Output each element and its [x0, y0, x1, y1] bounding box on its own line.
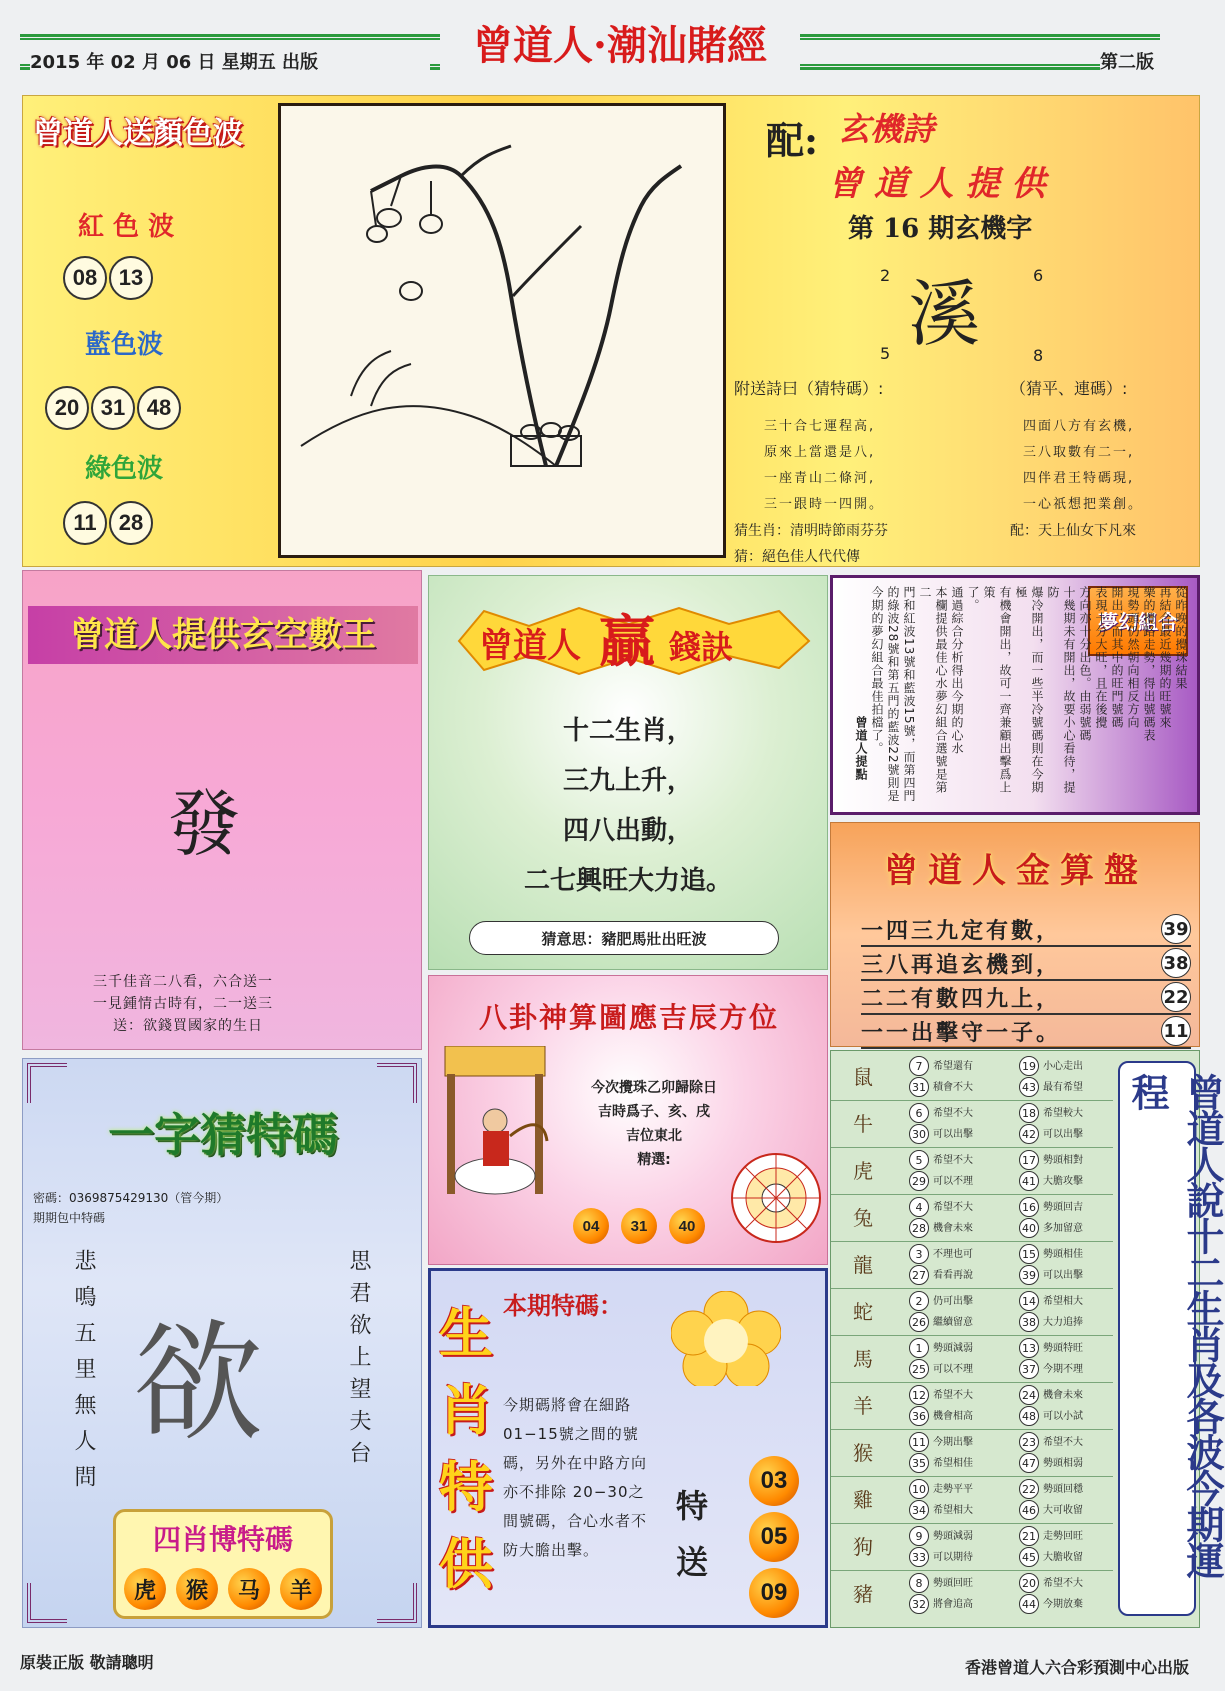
blue-wave-numbers [45, 386, 183, 430]
num-circle: 14 [1019, 1291, 1039, 1311]
num-circle: 45 [1019, 1547, 1039, 1567]
warrior-illustration [435, 1046, 565, 1216]
dream-col: 再結合最近幾期的旺號來 [1158, 586, 1172, 729]
num-circle: 19 [1019, 1056, 1039, 1076]
fortune-text: 仍可出擊 [933, 1296, 973, 1307]
bagua-title: 八卦神算圖應吉辰方位 [478, 1001, 779, 1034]
num-circle: 43 [1019, 1077, 1039, 1097]
side-title-char: 肖 [439, 1378, 493, 1442]
num-circle: 25 [909, 1359, 929, 1379]
win-line: 十二生肖， [562, 716, 693, 746]
num-circle: 44 [1019, 1594, 1039, 1614]
xuankong-title: 曾道人提供玄空數王 [28, 606, 418, 664]
red-wave-label: 紅 色 波 [78, 212, 175, 242]
bagua-line: 今次攪珠乙卯歸除日 [591, 1080, 717, 1096]
side-title-char: 特 [439, 1455, 493, 1519]
dream-title-text: 夢幻組合 [1098, 610, 1178, 634]
abacus-num: 11 [1161, 1016, 1191, 1046]
footer-left: 原裝正版 敬請聰明 [20, 1653, 154, 1672]
pei-label: 配: [766, 118, 819, 163]
dream-col: 現勢頭仍然朝向相反方向 [1126, 586, 1140, 729]
fortune-text: 希望不大 [933, 1108, 973, 1119]
send-char: 特 [676, 1487, 709, 1525]
win-money-lines [429, 706, 827, 906]
fortune-text: 勢頭減弱 [933, 1531, 973, 1542]
abacus-num: 38 [1161, 948, 1191, 978]
fortune-text: 可以不理 [933, 1364, 973, 1375]
zodiac-ball: 虎 [124, 1568, 166, 1610]
zodiac-row [831, 1194, 1113, 1242]
fortune-text: 看看再說 [933, 1270, 973, 1281]
number-ball: 04 [573, 1208, 609, 1244]
fortune-text: 大力追捧 [1043, 1317, 1083, 1328]
num-circle: 11 [909, 1432, 929, 1452]
fortune-text: 可以不理 [933, 1176, 973, 1187]
fortune-text: 希望不大 [1043, 1437, 1083, 1448]
left-column-text: 悲鳴五里無人問 [71, 1249, 96, 1501]
fortune-text: 可以小試 [1043, 1411, 1083, 1422]
fortune-text: 機會相高 [933, 1411, 973, 1422]
corner-ornament-icon [27, 1583, 67, 1623]
xuankong-line: 三千佳音二八看，六合送一 [93, 974, 273, 990]
xuankong-section [22, 570, 422, 1050]
fortune-text: 希望不大 [933, 1390, 973, 1401]
number-ball: 09 [749, 1568, 799, 1618]
number-ball: 31 [91, 386, 135, 430]
poem-right-heading: （猜平、連碼）: [1010, 379, 1128, 398]
fortune-text: 不理也可 [933, 1249, 973, 1260]
xuankong-line: 送：欲錢買國家的生日 [113, 1018, 263, 1034]
abacus-row [861, 947, 1191, 981]
fortune-text: 今期不理 [1043, 1364, 1083, 1375]
num-circle: 8 [909, 1573, 929, 1593]
animal-icon: 兔 [853, 1206, 873, 1230]
fortune-text: 繼續留意 [933, 1317, 973, 1328]
num-circle: 36 [909, 1406, 929, 1426]
animal-icon: 馬 [853, 1347, 873, 1371]
number-ball: 31 [621, 1208, 657, 1244]
zodiac-row [831, 1523, 1113, 1571]
fortune-text: 希望還有 [933, 1061, 973, 1072]
num-circle: 40 [1019, 1218, 1039, 1238]
dream-text [839, 586, 1189, 806]
fortune-text: 希望相大 [933, 1505, 973, 1516]
num-circle: 28 [909, 1218, 929, 1238]
num-circle: 5 [909, 1150, 929, 1170]
num-circle: 46 [1019, 1500, 1039, 1520]
guess-line: 猜：絕色佳人代代傳 [734, 549, 860, 565]
num-circle: 7 [909, 1056, 929, 1076]
number-ball: 11 [63, 501, 107, 545]
zodiac-ball: 羊 [280, 1568, 322, 1610]
animal-icon: 牛 [853, 1112, 873, 1136]
dream-col: 本欄提供最佳心水夢幻組合選號是第二 [918, 586, 948, 794]
xuankong-line: 一見鍾情古時有，二一送三 [93, 996, 273, 1012]
zodiac-row [831, 1429, 1113, 1477]
poem-left-lines [764, 414, 884, 518]
fortune-text: 多加留意 [1043, 1223, 1083, 1234]
corner-ornament-icon [27, 1063, 67, 1103]
corner-ornament-icon [377, 1583, 417, 1623]
bagua-line: 吉位東北 [626, 1128, 682, 1144]
dream-col: 今期的夢幻組合最佳拍檔了。 [870, 586, 884, 755]
dream-col: 有機會開出，故可一齊兼顧出擊爲上策 [982, 586, 1012, 794]
abacus-text: 一四三九定有數， [861, 917, 1062, 944]
special-numbers [749, 1456, 809, 1618]
dream-sign: 曾道人提點 [854, 716, 868, 781]
fortune-text: 將會追高 [933, 1599, 973, 1610]
dream-col: 爆冷開出，而一些半冷號碼則在今期極 [1014, 586, 1044, 794]
publish-date: 2015 年 02 月 06 日 星期五 出版 [30, 48, 430, 72]
num-circle: 16 [1019, 1197, 1039, 1217]
fortune-text: 勢頭相對 [1043, 1155, 1083, 1166]
warrior-horse-icon [435, 1046, 565, 1216]
abacus-num: 39 [1161, 914, 1191, 944]
num-circle: 38 [1019, 1312, 1039, 1332]
animal-icon: 蛇 [853, 1300, 873, 1324]
green-wave-label: 綠色波 [85, 454, 164, 484]
num-circle: 12 [909, 1385, 929, 1405]
fortune-text: 小心走出 [1043, 1061, 1083, 1072]
num-circle: 26 [909, 1312, 929, 1332]
num-circle: 48 [1019, 1406, 1039, 1426]
fortune-text: 勢頭特旺 [1043, 1343, 1083, 1354]
poem-line: 四面八方有玄機, [1023, 419, 1135, 434]
num-circle: 35 [909, 1453, 929, 1473]
corner-num: 8 [1033, 346, 1044, 365]
fortune-text: 大膽攻擊 [1043, 1176, 1083, 1187]
poem-line: 一心祇想把業創。 [1023, 497, 1144, 512]
poem-line: 一座青山二條河, [764, 471, 876, 486]
num-circle: 13 [1019, 1338, 1039, 1358]
abacus-rows [861, 913, 1191, 1049]
fortune-text: 希望相大 [1043, 1296, 1083, 1307]
fortune-text: 最有希望 [1043, 1082, 1083, 1093]
tree-illustration [278, 103, 726, 558]
issue-label: 第 16 期玄機字 [848, 214, 1033, 244]
bagua-wheel-icon [729, 1151, 824, 1246]
num-circle: 20 [1019, 1573, 1039, 1593]
number-ball: 05 [749, 1512, 799, 1562]
win-meaning: 猜意思：豬肥馬壯出旺波 [469, 921, 779, 955]
animal-icon: 虎 [853, 1159, 873, 1183]
color-wave-title: 曾道人送顏色波 [33, 116, 243, 151]
num-circle: 30 [909, 1124, 929, 1144]
fortune-text: 希望相佳 [933, 1458, 973, 1469]
win-money-section [428, 575, 828, 970]
send-char: 送 [676, 1543, 709, 1581]
poem-left-heading: 附送詩曰（猜特碼）: [734, 379, 884, 398]
special-side-title [439, 1291, 491, 1599]
num-circle: 29 [909, 1171, 929, 1191]
zodiac-row [831, 1476, 1113, 1524]
poem-line: 三八取數有二一, [1023, 445, 1135, 460]
num-circle: 34 [909, 1500, 929, 1520]
xuankong-calligraphy: 發 [168, 782, 241, 866]
num-circle: 47 [1019, 1453, 1039, 1473]
abacus-row [861, 981, 1191, 1015]
num-circle: 3 [909, 1244, 929, 1264]
dream-section [830, 575, 1200, 815]
win-title-b: 贏 [599, 609, 655, 675]
footer-right: 香港曾道人六合彩預測中心出版 [965, 1658, 1190, 1677]
fortune-text: 大可收留 [1043, 1505, 1083, 1516]
animal-icon: 鼠 [853, 1065, 873, 1089]
num-circle: 1 [909, 1338, 929, 1358]
fortune-text: 希望不大 [1043, 1578, 1083, 1589]
bagua-numbers [567, 1208, 711, 1244]
side-title-char: 生 [439, 1301, 493, 1365]
fortune-text: 機會未來 [1043, 1390, 1083, 1401]
num-circle: 15 [1019, 1244, 1039, 1264]
guess-zodiac: 猜生肖：清明時節雨芬芬 [734, 523, 888, 539]
pei-line: 配：天上仙女下凡來 [1010, 523, 1136, 539]
abacus-row [861, 913, 1191, 947]
num-circle: 39 [1019, 1265, 1039, 1285]
fortune-text: 勢頭相弱 [1043, 1458, 1083, 1469]
corner-num: 6 [1033, 266, 1044, 285]
bagua-line: 吉時爲子、亥、戌 [598, 1104, 710, 1120]
fortune-text: 可以出擊 [933, 1129, 973, 1140]
fortune-text: 今期出擊 [933, 1437, 973, 1448]
one-char-section [22, 1058, 422, 1628]
num-circle: 10 [909, 1479, 929, 1499]
zodiac-row [831, 1100, 1113, 1148]
win-line: 二七興旺大力追。 [523, 866, 732, 896]
fortune-text: 勢頭回吉 [1043, 1202, 1083, 1213]
bagua-section [428, 975, 828, 1265]
animal-icon: 羊 [853, 1394, 873, 1418]
num-circle: 18 [1019, 1103, 1039, 1123]
special-text: 今期碼將會在細路 01−15號之間的號碼，另外在中路方向亦不排除 20−30之間號碼，合心水者不防大膽出擊。 [503, 1396, 648, 1559]
fortune-text: 勢頭相佳 [1043, 1249, 1083, 1260]
num-circle: 23 [1019, 1432, 1039, 1452]
fortune-text: 積會不大 [933, 1082, 973, 1093]
page-title: 曾道人·潮汕賭經 [440, 14, 800, 74]
bagua-select: 精選: [637, 1152, 671, 1168]
num-circle: 31 [909, 1077, 929, 1097]
side-title-char: 供 [439, 1532, 493, 1596]
abacus-text: 一一出擊守一子。 [861, 1019, 1062, 1046]
mystery-character: 溪 [908, 272, 981, 356]
poem-line: 三一跟時一四開。 [764, 497, 885, 512]
number-ball: 20 [45, 386, 89, 430]
dream-col: 開出，而其中的旺門號碼 [1110, 586, 1124, 729]
zodiac-row [831, 1382, 1113, 1430]
zodiac-row [831, 1335, 1113, 1383]
dream-col: 十幾期未有開出，故要小心看待，提防 [1046, 586, 1076, 794]
win-title-c: 錢訣 [669, 628, 734, 666]
zodiac-row [831, 1053, 1113, 1101]
fortune-text: 可以出擊 [1043, 1270, 1083, 1281]
fortune-text: 希望不大 [933, 1155, 973, 1166]
four-zodiac-list [116, 1568, 330, 1610]
poem-right-lines [1023, 414, 1143, 518]
win-title-a: 曾道人 [479, 626, 581, 666]
number-ball: 13 [109, 256, 153, 300]
win-line: 四八出動， [562, 816, 693, 846]
num-circle: 21 [1019, 1526, 1039, 1546]
num-circle: 42 [1019, 1124, 1039, 1144]
special-title: 本期特碼： [503, 1291, 623, 1320]
code-line: 密碼：0369875429130（管今期） [33, 1191, 229, 1205]
fortune-text: 勢頭回旺 [933, 1578, 973, 1589]
fortune-text: 勢頭回穩 [1043, 1484, 1083, 1495]
bagua-lines [569, 1076, 739, 1172]
dream-col: 了。 [966, 586, 980, 612]
zodiac-table [831, 1053, 1113, 1623]
fortune-text: 可以出擊 [1043, 1129, 1083, 1140]
zodiac-side-title-box [1118, 1061, 1225, 1616]
dream-col: 通過綜合分析得出今期的心水 [950, 586, 964, 755]
right-column-text: 思君欲上望夫台 [346, 1249, 371, 1473]
blue-wave-label: 藍色波 [85, 330, 164, 360]
animal-icon: 猴 [853, 1441, 873, 1465]
one-char-title: 一字猜特碼 [108, 1108, 338, 1162]
four-title: 四肖博特碼 [152, 1523, 293, 1556]
poem-section [728, 96, 1198, 566]
xuanji-label: 玄機詩 [838, 110, 935, 148]
edition-label: 第二版 [1100, 48, 1180, 72]
dream-col: 從昨晚的攪珠結果 [1174, 586, 1188, 690]
win-money-title-box [449, 606, 814, 676]
red-wave-numbers [63, 256, 155, 300]
num-circle: 27 [909, 1265, 929, 1285]
special-send-label [676, 1481, 716, 1583]
corner-num: 2 [880, 266, 891, 285]
corner-ornament-icon [377, 1063, 417, 1103]
abacus-text: 三八再追玄機到， [861, 951, 1062, 978]
animal-icon: 狗 [853, 1535, 873, 1559]
zodiac-row [831, 1147, 1113, 1195]
tree-drawing-icon [281, 106, 723, 555]
animal-icon: 雞 [853, 1488, 873, 1512]
fortune-text: 走勢平平 [933, 1484, 973, 1495]
sub-line: 期期包中特碼 [33, 1211, 106, 1225]
number-ball: 40 [669, 1208, 705, 1244]
special-section [428, 1268, 828, 1628]
zodiac-ball: 猴 [176, 1568, 218, 1610]
num-circle: 17 [1019, 1150, 1039, 1170]
fortune-text: 大膽收留 [1043, 1552, 1083, 1563]
abacus-title: 曾道人金算盤 [884, 851, 1148, 891]
num-circle: 32 [909, 1594, 929, 1614]
fortune-text: 希望較大 [1043, 1108, 1083, 1119]
big-character: 欲 [133, 1307, 264, 1459]
poem-line: 原來上當還是八, [764, 445, 876, 460]
number-ball: 48 [137, 386, 181, 430]
animal-icon: 豬 [853, 1582, 873, 1606]
abacus-section [830, 822, 1200, 1047]
xuankong-lines [93, 971, 413, 1037]
zodiac-section [830, 1050, 1225, 1628]
number-ball: 08 [63, 256, 107, 300]
dream-col: 門和紅波13號和藍波15號，而第四門 [902, 586, 916, 803]
num-circle: 37 [1019, 1359, 1039, 1379]
zodiac-side-title: 曾道人說十二生肖及各波今期運程 [1125, 1073, 1225, 1577]
four-zodiac-box [113, 1509, 333, 1619]
fortune-text: 可以期待 [933, 1552, 973, 1563]
abacus-num: 22 [1161, 982, 1191, 1012]
abacus-text: 二二有數四九上， [861, 985, 1062, 1012]
num-circle: 4 [909, 1197, 929, 1217]
num-circle: 22 [1019, 1479, 1039, 1499]
number-ball: 28 [109, 501, 153, 545]
num-circle: 24 [1019, 1385, 1039, 1405]
dream-col: 的綠波28號和第五門的藍波22號則是 [886, 586, 900, 803]
poem-line: 四伴君王特碼現, [1023, 471, 1135, 486]
num-circle: 2 [909, 1291, 929, 1311]
green-wave-numbers [63, 501, 155, 545]
animal-icon: 龍 [853, 1253, 873, 1277]
num-circle: 41 [1019, 1171, 1039, 1191]
fortune-text: 勢頭減弱 [933, 1343, 973, 1354]
dream-col: 方向亦十分出色。由弱號碼 [1078, 586, 1092, 742]
zodiac-ball: 马 [228, 1568, 270, 1610]
fortune-text: 走勢回旺 [1043, 1531, 1083, 1542]
zodiac-row [831, 1570, 1113, 1617]
color-wave-section [23, 96, 278, 566]
abacus-row [861, 1015, 1191, 1049]
dream-col: 表現十分大旺，且在後攪 [1094, 586, 1108, 729]
dream-col: 樂的攪路走勢，得出號碼表 [1142, 586, 1156, 742]
fortune-text: 希望不大 [933, 1202, 973, 1213]
header [20, 20, 1160, 76]
zodiac-row [831, 1241, 1113, 1289]
zodiac-row [831, 1288, 1113, 1336]
provider-label: 曾 道 人 提 供 [828, 164, 1046, 204]
num-circle: 6 [909, 1103, 929, 1123]
top-banner [22, 95, 1200, 567]
num-circle: 9 [909, 1526, 929, 1546]
fortune-text: 機會未來 [933, 1223, 973, 1234]
poem-line: 三十合七運程高, [764, 419, 876, 434]
number-ball: 03 [749, 1456, 799, 1506]
corner-num: 5 [880, 344, 891, 363]
flower-icon [671, 1291, 781, 1386]
num-circle: 33 [909, 1547, 929, 1567]
fortune-text: 今期放棄 [1043, 1599, 1083, 1610]
win-line: 三九上升， [562, 766, 693, 796]
